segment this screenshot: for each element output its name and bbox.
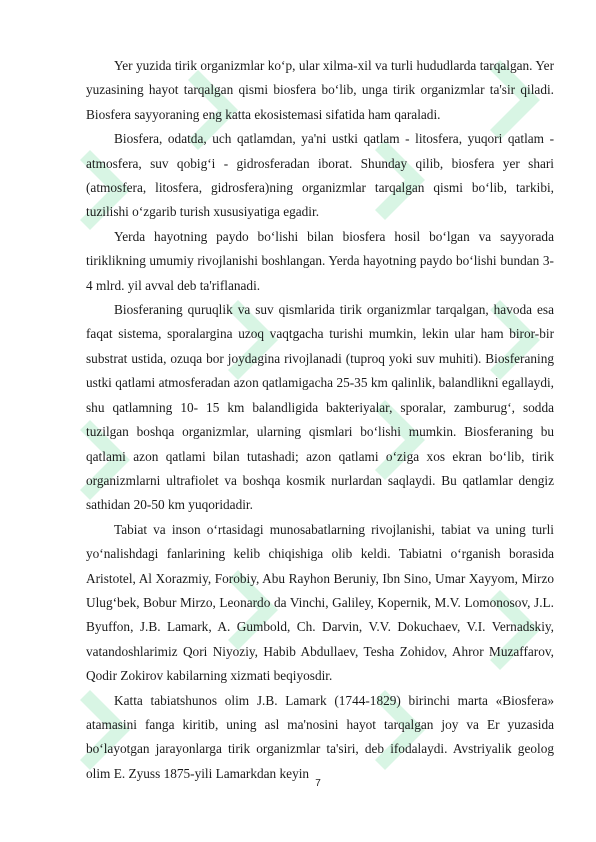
paragraph: Biosferaning quruqlik va suv qismlarida tirik organizmlar tarqalgan, havoda esa faqat sistema, sporalargina uzoq vaqtgacha turishi mumkin, lekin ular ham biror-bir substrat ustida, ozuqa bor joydagina rivojlanadi (tuproq yoki suv muhiti). Biosferaning ustki qatlami atmosferadan azon qatlamigacha 25-35 km qalinlik, balandlikni egallaydi, shu qatlamning 10- 15 km balandligida bakteriyalar, sporalar, zamburug‘, sodda tuzilgan boshqa organizmlar, ularning qismlari bo‘lishi mumkin. Biosferaning bu qatlami azon qatlami bilan tutashadi; azon qatlami o‘ziga xos ekran bo‘lib, tirik organizmlarni ultrafiolet va boshqa kosmik nurlardan saqlaydi. Bu qatlamlar dengiz sathidan 20-50 km yuqoridadir.: [86, 302, 554, 513]
paragraph: Yer yuzida tirik organizmlar ko‘p, ular xilma-xil va turli hududlarda tarqalgan. Yer yuzasining hayot tarqalgan qismi biosfera bo‘lib, unga tirik organizmlar ta'sir qiladi. Biosfera sayyoraning eng katta ekosistemasi sifatida ham qaraladi.: [86, 58, 554, 122]
paragraph: Katta tabiatshunos olim J.B. Lamark (1744-1829) birinchi marta «Biosfera» atamasini fanga kiritib, uning asl ma'nosini hayot tarqalgan joy va Er yuzasida bo‘layotgan jarayonlarga tirik organizmlar ta'siri, deb ifodalaydi. Avstriyalik geolog olim E. Zyuss 1875-yili Lamarkdan keyin: [86, 692, 554, 781]
paragraph: Biosfera, odatda, uch qatlamdan, ya'ni ustki qatlam - litosfera, yuqori qatlam - atmosfera, suv qobig‘i - gidrosferadan iborat. Shunday qilib, biosfera yer shari (atmosfera, litosfera, gidrosfera)ning organizmlar tarqalgan qismi bo‘lib, tarkibi, tuzilishi o‘zgarib turish xususiyatiga egadir.: [86, 131, 554, 220]
body-text: [86, 54, 554, 786]
paragraph: Tabiat va inson o‘rtasidagi munosabatlarning rivojlanishi, tabiat va uning turli yo‘nalishdagi fanlarining kelib chiqishiga olib keldi. Tabiatni o‘rganish borasida Aristotel, Al Xorazmiy, Forobiy, Abu Rayhon Beruniy, Ibn Sino, Umar Xayyom, Mirzo Ulug‘bek, Bobur Mirzo, Leonardo da Vinchi, Galiley, Kopernik, M.V. Lomonosov, J.L. Byuffon, J.B. Lamark, A. Gumbold, Ch. Darvin, V.V. Dokuchaev, V.I. Vernadskiy, vatandoshlarimiz Qori Niyoziy, Habib Abdullaev, Tesha Zohidov, Ahror Muzaffarov, Qodir Zokirov kabilarning xizmati beqiyosdir.: [86, 521, 554, 684]
page-number: 7: [315, 778, 321, 789]
paragraph: Yerda hayotning paydo bo‘lishi bilan biosfera hosil bo‘lgan va sayyorada tiriklikning umumiy rivojlanishi boshlangan. Yerda hayotning paydo bo‘lishi bundan 3-4 mlrd. yil avval deb ta'riflanadi.: [86, 228, 554, 293]
